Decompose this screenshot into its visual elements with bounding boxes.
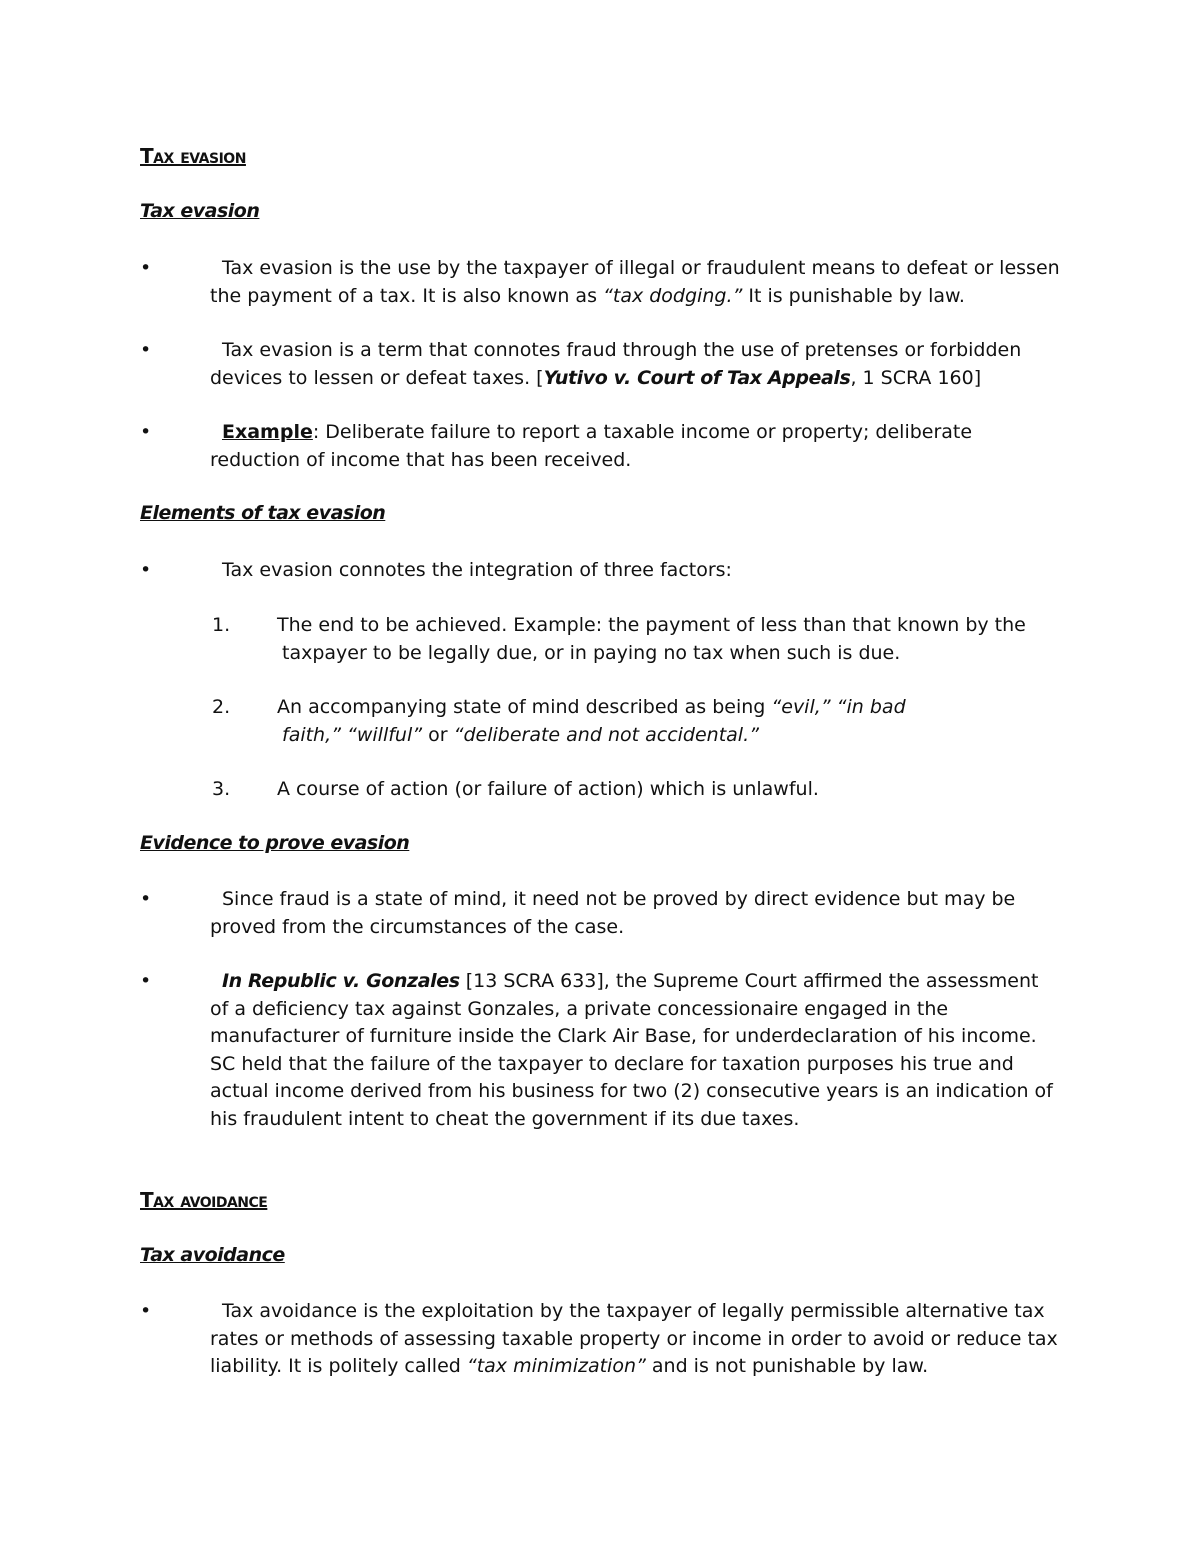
subheading-tax-evasion: Tax evasion [140, 200, 260, 222]
subheading-evidence: Evidence to prove evasion [140, 832, 410, 854]
bullet-icon: • [140, 1300, 152, 1322]
bullet-example [140, 419, 1060, 474]
item-text: A course of action (or failure of action) which is unlawful. [277, 778, 819, 800]
bullet-icon: • [140, 970, 152, 992]
bullet-avoidance-definition [140, 1298, 1060, 1381]
numbered-item-2 [212, 694, 1052, 749]
section-title-tax-evasion: Tax evasion [140, 144, 246, 168]
bullet-three-factors [140, 557, 1060, 585]
subheading-tax-avoidance: Tax avoidance [140, 1244, 285, 1266]
bullet-text: Tax evasion connotes the integration of three factors: [222, 559, 732, 581]
bullet-icon: • [140, 257, 152, 279]
item-text: The end to be achieved. Example: the payment of less than that known by the taxpayer to be legally due, or in paying no tax when such is due. [277, 614, 1026, 664]
bullet-text: In Republic v. Gonzales [13 SCRA 633], the Supreme Court affirmed the assessment of a deficiency tax against Gonzales, a private concessionaire engaged in the manufacturer of furniture inside the Clark Air Base, for underdeclaration of his income. SC held that the failure of the taxpayer to declare for taxation purposes his true and actual income derived from his business for two (2) consecutive years is an indication of his fraudulent intent to cheat the government if its due taxes. [210, 970, 1053, 1130]
bullet-republic-v-gonzales [140, 968, 1060, 1133]
example-label: Example [222, 421, 313, 443]
section-title-tax-avoidance: Tax avoidance [140, 1188, 268, 1212]
bullet-text: Tax evasion is the use by the taxpayer of illegal or fraudulent means to defeat or lessen the payment of a tax. It is also known as “tax dodging.” It is punishable by law. [210, 257, 1060, 307]
numbered-item-1 [212, 612, 1052, 667]
item-number: 3. [212, 778, 231, 800]
subheading-elements: Elements of tax evasion [140, 502, 386, 524]
case-citation: Yutivo v. Court of Tax Appeals [543, 366, 851, 389]
item-number: 1. [212, 614, 231, 636]
bullet-icon: • [140, 421, 152, 443]
item-text: An accompanying state of mind described as being “evil,” “in bad faith,” “willful” or “deliberate and not accidental.” [277, 696, 906, 746]
bullet-fraud-state-of-mind [140, 886, 1060, 941]
bullet-definition [140, 255, 1060, 310]
bullet-text: Tax evasion is a term that connotes fraud through the use of pretenses or forbidden devices to lessen or defeat taxes. [Yutivo v. Court of Tax Appeals, 1 SCRA 160] [210, 339, 1022, 389]
numbered-item-3 [212, 776, 1052, 804]
item-number: 2. [212, 696, 231, 718]
bullet-fraud-term [140, 337, 1060, 392]
bullet-icon: • [140, 339, 152, 361]
bullet-text: Since fraud is a state of mind, it need not be proved by direct evidence but may be proved from the circumstances of the case. [210, 888, 1016, 938]
case-citation: In Republic v. Gonzales [222, 970, 460, 992]
bullet-icon: • [140, 559, 152, 581]
bullet-text: Example: Deliberate failure to report a taxable income or property; deliberate reduction of income that has been received. [210, 421, 973, 471]
bullet-icon: • [140, 888, 152, 910]
bullet-text: Tax avoidance is the exploitation by the taxpayer of legally permissible alternative tax rates or methods of assessing taxable property or income in order to avoid or reduce tax liability. It is politely called “tax minimization” and is not punishable by law. [210, 1300, 1058, 1377]
